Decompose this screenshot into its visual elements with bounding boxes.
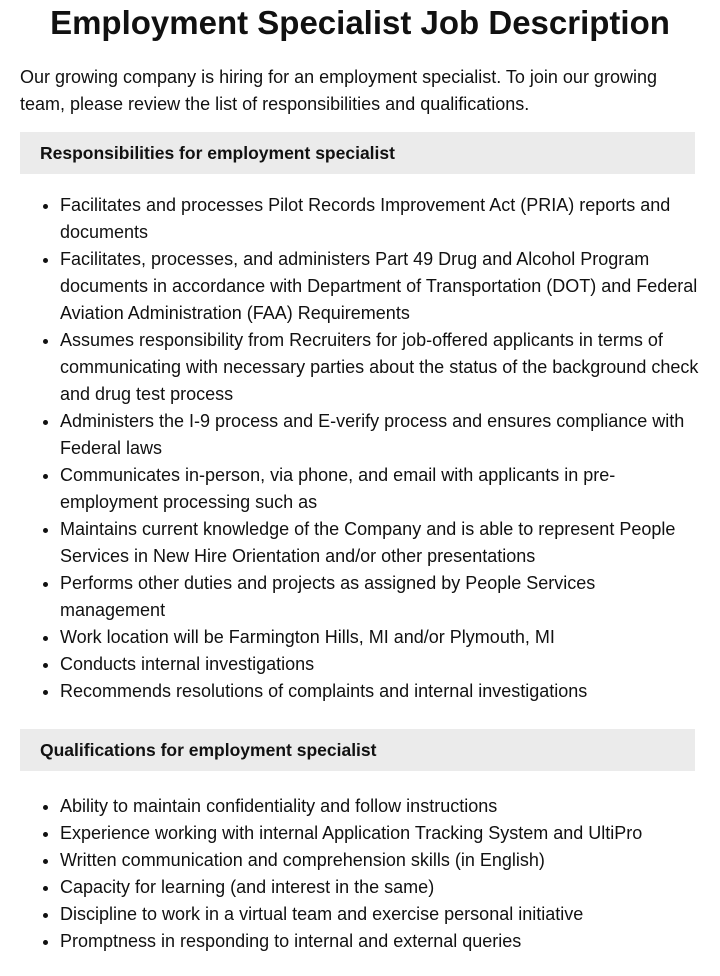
qualifications-list [20, 793, 700, 955]
list-item: • Written communication and comprehension skills (in English) [60, 847, 700, 874]
list-item: • Administers the I-9 process and E-verify process and ensures compliance with Federal laws [60, 408, 700, 462]
responsibilities-heading: Responsibilities for employment specialist [20, 132, 695, 174]
list-item: • Assumes responsibility from Recruiters for job-offered applicants in terms of communicating with necessary parties about the status of the background check and drug test process [60, 327, 700, 408]
list-item: • Promptness in responding to internal and external queries [60, 928, 700, 955]
list-item: • Recommends resolutions of complaints and internal investigations [60, 678, 700, 705]
intro-text: Our growing company is hiring for an employment specialist. To join our growing team, please review the list of responsibilities and qualifications. [20, 67, 657, 114]
list-item: • Maintains current knowledge of the Company and is able to represent People Services in New Hire Orientation and/or other presentations [60, 516, 700, 570]
page-title: Employment Specialist Job Description [50, 4, 670, 41]
list-item: • Performs other duties and projects as assigned by People Services management [60, 570, 700, 624]
list-item: • Facilitates and processes Pilot Records Improvement Act (PRIA) reports and documents [60, 192, 700, 246]
list-item: • Facilitates, processes, and administers Part 49 Drug and Alcohol Program documents in accordance with Department of Transportation (DOT) and Federal Aviation Administration (FAA) Requirements [60, 246, 700, 327]
qualifications-heading: Qualifications for employment specialist [20, 729, 695, 771]
list-item: • Conducts internal investigations [60, 651, 700, 678]
responsibilities-list [20, 192, 700, 705]
list-item: • Capacity for learning (and interest in the same) [60, 874, 700, 901]
list-item: • Ability to maintain confidentiality and follow instructions [60, 793, 700, 820]
list-item: • Experience working with internal Application Tracking System and UltiPro [60, 820, 700, 847]
list-item: • Communicates in-person, via phone, and email with applicants in pre-employment processing such as [60, 462, 700, 516]
list-item: • Discipline to work in a virtual team and exercise personal initiative [60, 901, 700, 928]
list-item: • Work location will be Farmington Hills, MI and/or Plymouth, MI [60, 624, 700, 651]
